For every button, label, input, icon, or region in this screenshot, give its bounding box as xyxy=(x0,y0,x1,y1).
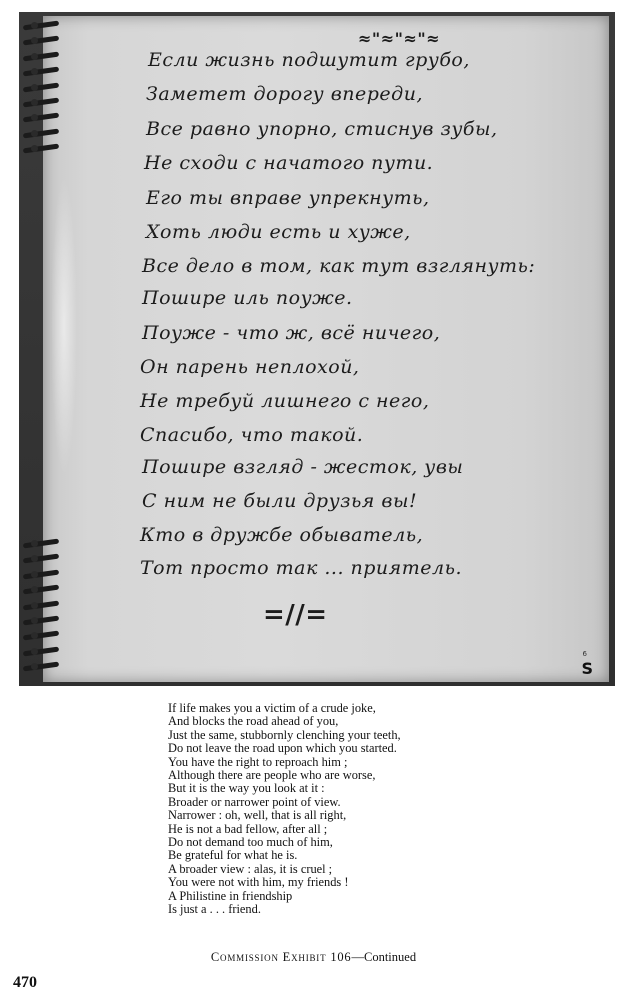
translation-line: You have the right to reproach him ; xyxy=(168,754,348,769)
page-number: 470 xyxy=(13,974,37,991)
translation-line: Just the same, stubbornly clenching your teeth, xyxy=(168,727,401,742)
translation-line: You were not with him, my friends ! xyxy=(168,875,349,890)
exhibit-caption-label: Commission Exhibit 106 xyxy=(210,950,352,964)
handwritten-line: Хоть люди есть и хуже, xyxy=(146,221,411,243)
translation-line: Is just a . . . friend. xyxy=(168,902,261,917)
handwritten-ornament: ≈"≈"≈"≈ xyxy=(358,29,441,48)
handwritten-line: Спасибо, что такой. xyxy=(140,424,364,446)
handwritten-line: Его ты вправе упрекнуть, xyxy=(146,187,430,209)
handwritten-line: Пошире взгляд - жесток, увы xyxy=(142,456,464,478)
exhibit-caption-suffix: —Continued xyxy=(351,950,417,964)
handwritten-line: Если жизнь подшутит грубо, xyxy=(148,49,470,71)
notebook-page-marker: S xyxy=(581,659,593,678)
handwritten-line: Кто в дружбе обыватель, xyxy=(140,524,424,546)
exhibit-caption xyxy=(0,950,627,965)
translation-line: Do not leave the road upon which you started. xyxy=(168,741,397,756)
handwritten-line: Тот просто так ... приятель. xyxy=(140,557,462,579)
translation-line: Be grateful for what he is. xyxy=(168,848,298,863)
translation-line: Although there are people who are worse, xyxy=(168,768,376,783)
handwritten-line: Он парень неплохой, xyxy=(140,356,360,378)
spiral-binding-bottom xyxy=(19,540,63,679)
handwritten-line: Пошире иль поуже. xyxy=(142,287,353,309)
handwritten-line: Заметет дорогу впереди, xyxy=(146,83,423,105)
translation-line: Do not demand too much of him, xyxy=(168,835,333,850)
handwritten-line: Все равно упорно, стиснув зубы, xyxy=(146,118,498,140)
translation-line: A broader view : alas, it is cruel ; xyxy=(168,861,333,876)
handwritten-line: С ним не были друзья вы! xyxy=(142,490,418,512)
handwritten-line: Все дело в том, как тут взглянуть: xyxy=(142,255,536,277)
translation-line: Broader or narrower point of view. xyxy=(168,794,341,809)
translation-text xyxy=(168,702,588,917)
notebook-page-number: 6 xyxy=(582,650,587,658)
notebook-page xyxy=(43,16,609,682)
notebook-photo xyxy=(19,12,615,686)
translation-line: And blocks the road ahead of you, xyxy=(168,714,339,729)
translation-line: A Philistine in friendship xyxy=(168,888,293,903)
handwritten-line: Не сходи с начатого пути. xyxy=(144,152,434,174)
translation-line: But it is the way you look at it : xyxy=(168,781,325,796)
handwritten-line: Поуже - что ж, всё ничего, xyxy=(142,322,441,344)
spiral-binding-top xyxy=(19,22,63,161)
handwritten-end-mark: =//= xyxy=(263,600,328,630)
handwritten-line: Не требуй лишнего с него, xyxy=(140,390,430,412)
translation-line: He is not a bad fellow, after all ; xyxy=(168,821,328,836)
translation-line: Narrower : oh, well, that is all right, xyxy=(168,808,347,823)
translation-line: If life makes you a victim of a crude joke, xyxy=(168,701,376,715)
